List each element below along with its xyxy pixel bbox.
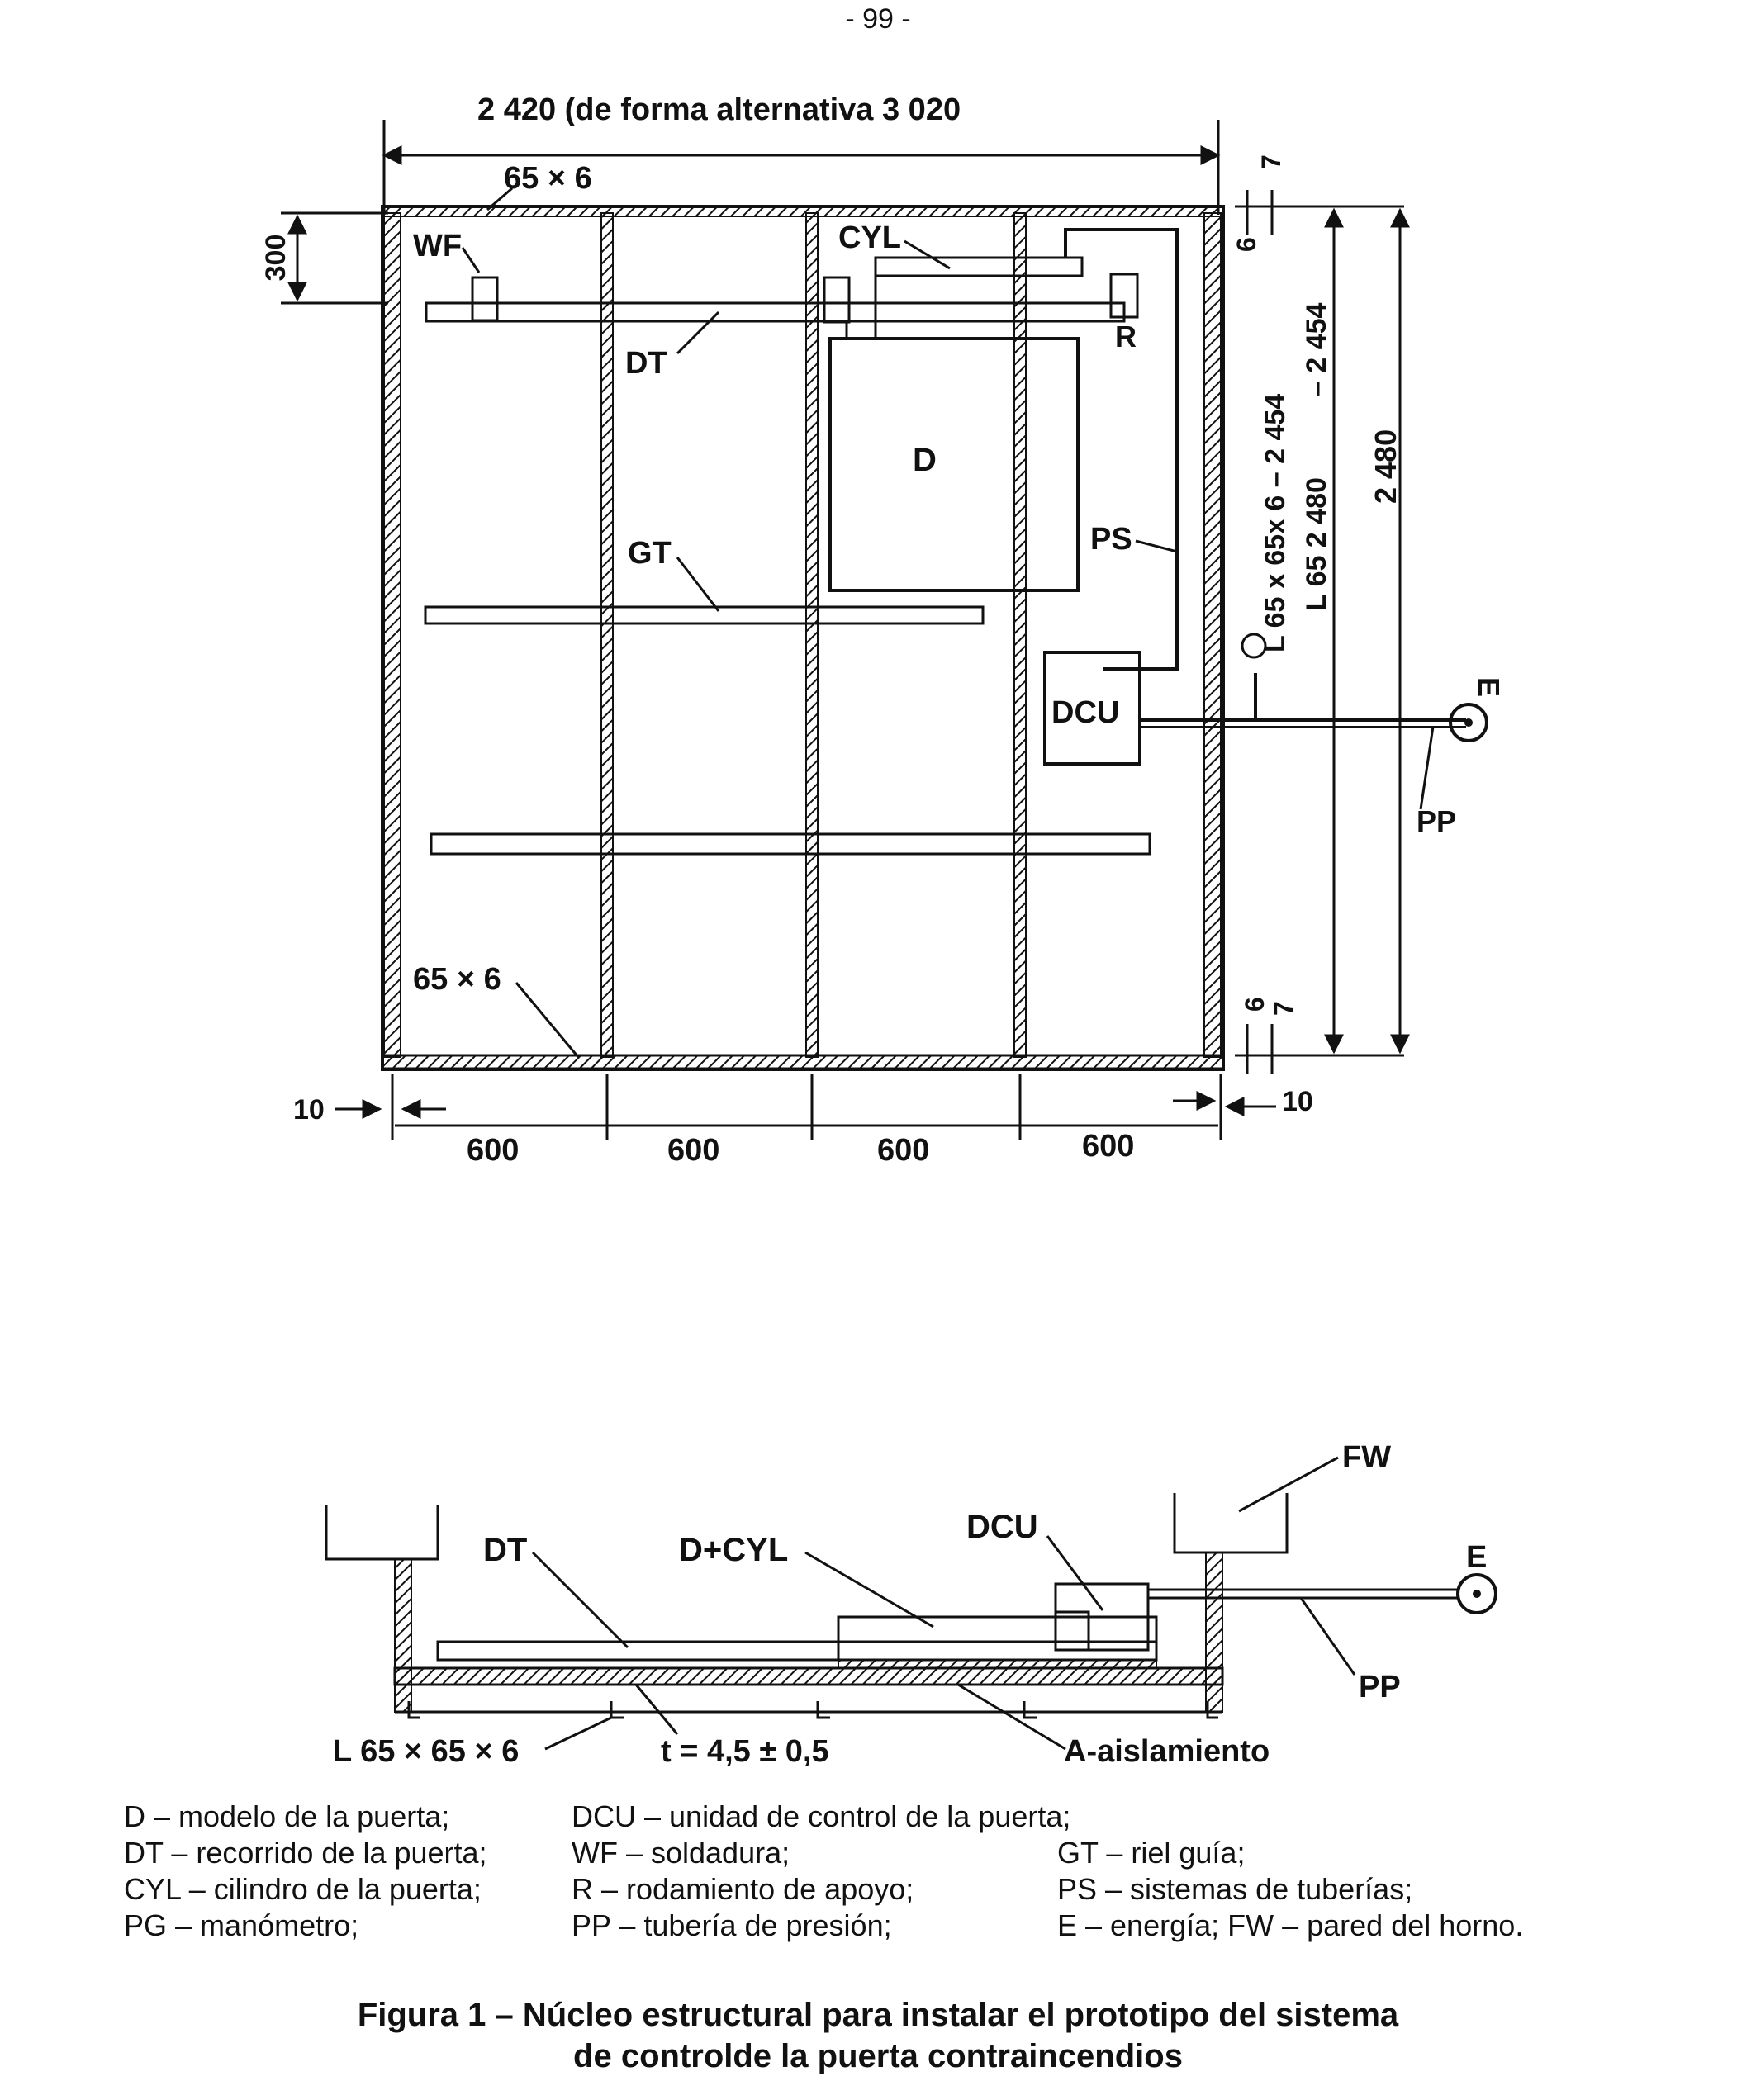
right-dim-7-top: 7 bbox=[1256, 154, 1286, 169]
d-label: D bbox=[913, 442, 937, 478]
legend-col3-row3: E – energía; FW – pared del horno. bbox=[1057, 1908, 1524, 1942]
thickness-label: t = 4,5 ± 0,5 bbox=[661, 1734, 829, 1769]
right-dim-6-bottom: 6 bbox=[1240, 997, 1270, 1012]
bottom-dim-4: 600 bbox=[1082, 1129, 1135, 1164]
right-dim-7-bottom: 7 bbox=[1269, 1001, 1298, 1016]
vertical-text-1: L 65 x 65x 6 – 2 454 bbox=[1260, 393, 1291, 652]
legend-col3-row1: GT – riel guía; bbox=[1057, 1836, 1246, 1870]
legend-col2-row2: WF – soldadura; bbox=[572, 1836, 790, 1870]
ps-label: PS bbox=[1090, 522, 1132, 557]
legend-col1-row3: CYL – cilindro de la puerta; bbox=[124, 1872, 482, 1906]
door-model bbox=[830, 339, 1078, 590]
furnace-wall-left bbox=[326, 1505, 438, 1559]
legend-col2-row3: R – rodamiento de apoyo; bbox=[572, 1872, 914, 1906]
stud-2 bbox=[806, 213, 818, 1057]
bearing-left bbox=[824, 277, 849, 322]
left-dim-10: 10 bbox=[293, 1094, 325, 1126]
dcu-label: DCU bbox=[1051, 695, 1120, 730]
legend-col1-row4: PG – manómetro; bbox=[124, 1908, 359, 1942]
figure-caption-line1: Figura 1 – Núcleo estructural para instalar el prototipo del sistema bbox=[357, 1997, 1399, 2033]
dim-300: 300 bbox=[260, 234, 292, 282]
section-dcu-label: DCU bbox=[966, 1509, 1038, 1545]
angle-bottom-label: 65 × 6 bbox=[413, 962, 501, 997]
pp-label: PP bbox=[1417, 804, 1457, 838]
section-e-label: E bbox=[1466, 1540, 1488, 1575]
section-dt-label: DT bbox=[483, 1532, 528, 1568]
d-cyl-label: D+CYL bbox=[679, 1532, 789, 1568]
frame-outline bbox=[382, 206, 1223, 1069]
bottom-angle bbox=[382, 1055, 1223, 1069]
dim-2480: 2 480 bbox=[1369, 429, 1402, 504]
weld-block bbox=[472, 277, 497, 320]
insulation-label: A-aislamiento bbox=[1064, 1734, 1270, 1769]
cylinder bbox=[876, 258, 1082, 276]
legend-col1-row2: DT – recorrido de la puerta; bbox=[124, 1836, 487, 1870]
top-dimension: 2 420 (de forma alternativa 3 020 bbox=[477, 92, 961, 127]
stud-left bbox=[384, 213, 401, 1057]
angle-top-label: 65 × 6 bbox=[504, 161, 592, 196]
vertical-text-3: – 2 454 bbox=[1301, 302, 1332, 396]
gt-label: GT bbox=[628, 536, 672, 571]
page-number: - 99 - bbox=[845, 3, 911, 35]
right-dim-6-top: 6 bbox=[1232, 237, 1261, 252]
bottom-dim-3: 600 bbox=[877, 1133, 930, 1168]
plan-view bbox=[260, 92, 1506, 1168]
legend-col3-row2: PS – sistemas de tuberías; bbox=[1057, 1872, 1413, 1906]
fw-label: FW bbox=[1342, 1440, 1392, 1475]
bottom-dim-1: 600 bbox=[467, 1133, 520, 1168]
r-label: R bbox=[1115, 320, 1137, 353]
legend-col2-row4: PP – tubería de presión; bbox=[572, 1908, 892, 1942]
dt-label: DT bbox=[625, 346, 667, 381]
figure-caption-line2: de controlde la puerta contraincendios bbox=[573, 2038, 1183, 2074]
cyl-label: CYL bbox=[838, 220, 901, 255]
bottom-dim-2: 600 bbox=[667, 1133, 720, 1168]
right-dim-10: 10 bbox=[1282, 1086, 1313, 1117]
e-label: E bbox=[1472, 677, 1506, 698]
stud-1 bbox=[601, 213, 613, 1057]
vertical-text-2: L 65 2 480 bbox=[1301, 477, 1332, 611]
legend-col2-row1: DCU – unidad de control de la puerta; bbox=[572, 1799, 1071, 1833]
section-door-track bbox=[438, 1642, 1156, 1660]
guide-rail-1 bbox=[425, 607, 983, 623]
furnace-wall-right bbox=[1175, 1493, 1287, 1552]
door-and-cylinder bbox=[838, 1617, 1156, 1660]
section-view bbox=[326, 1440, 1496, 1769]
legend-col1-row1: D – modelo de la puerta; bbox=[124, 1799, 450, 1833]
top-angle bbox=[382, 206, 1223, 216]
wf-label: WF bbox=[413, 229, 463, 263]
section-pp-label: PP bbox=[1359, 1670, 1401, 1704]
stud-right bbox=[1204, 213, 1221, 1057]
insulation-base bbox=[395, 1668, 1222, 1685]
guide-rail-2 bbox=[431, 834, 1150, 854]
section-angle-label: L 65 × 65 × 6 bbox=[333, 1734, 520, 1769]
